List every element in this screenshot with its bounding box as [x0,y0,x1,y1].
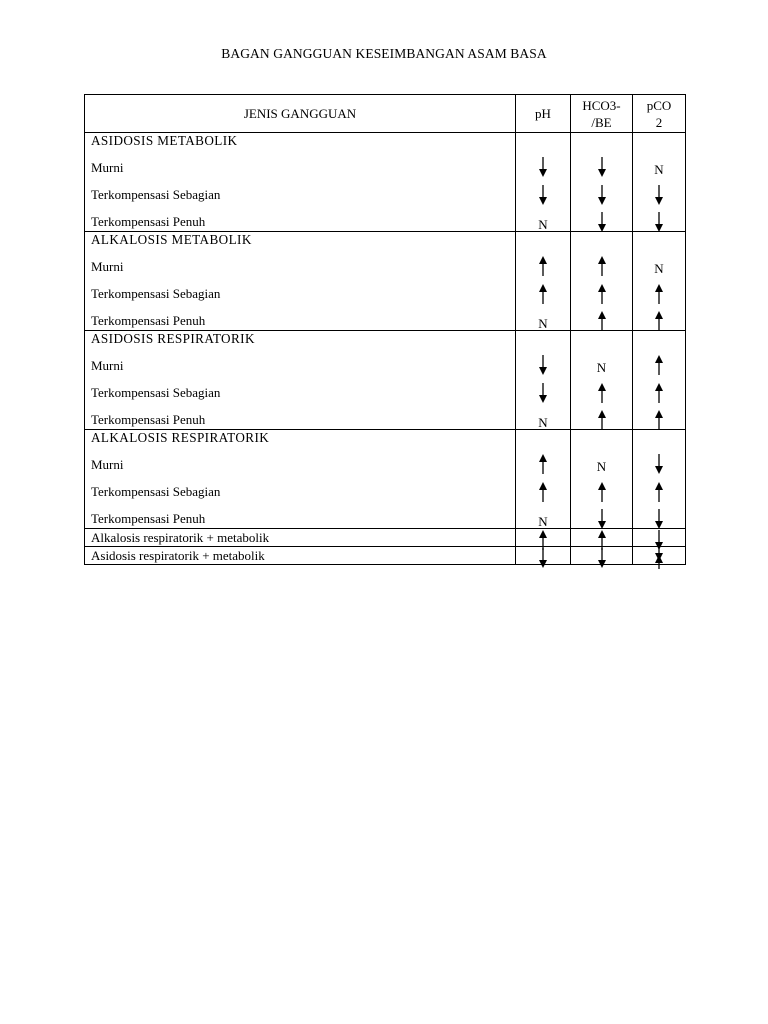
arrow-down-icon [537,184,549,206]
arrow-updown-icon [653,547,665,569]
arrow-up-icon [596,382,608,404]
arrow-down-icon [653,211,665,233]
arrow-down-icon [596,547,608,569]
header-jenis-gangguan: JENIS GANGGUAN [85,95,516,133]
header-hco3 [571,95,633,133]
pco2-cell [633,430,686,529]
combination-row [85,529,686,547]
arrow-down-icon [596,184,608,206]
arrow-down-icon [537,354,549,376]
arrow-up-icon [596,409,608,431]
arrow-up-icon [596,481,608,503]
arrow-down-icon [653,453,665,475]
hco3-cell [571,430,633,529]
ph-cell [516,232,571,331]
normal-value: N [538,415,548,430]
arrow-down-icon [596,508,608,530]
arrow-up-icon [537,481,549,503]
hco3-cell [571,133,633,232]
row-label: Terkompensasi Penuh [91,313,206,328]
row-label: Terkompensasi Penuh [91,412,206,427]
group-row [85,430,686,529]
header-pco2-line1: pCO [646,97,672,113]
arrow-up-icon [596,310,608,332]
combination-label: Asidosis respiratorik + metabolik [85,547,516,565]
ph-cell [516,430,571,529]
arrow-up-icon [653,409,665,431]
arrow-down-icon [537,547,549,569]
row-label: Terkompensasi Penuh [91,511,206,526]
arrow-down-icon [537,382,549,404]
header-row [85,95,686,133]
row-label: Terkompensasi Sebagian [91,385,221,400]
combination-row [85,547,686,565]
arrow-up-icon [653,310,665,332]
group-cell [85,133,516,232]
group-row [85,331,686,430]
arrow-up-icon [596,283,608,305]
arrow-up-icon [653,354,665,376]
header-ph: pH [516,95,571,133]
header-hco3-line1: HCO3- [582,97,621,113]
normal-value: N [538,514,548,529]
hco3-cell [571,529,633,547]
group-cell [85,430,516,529]
hco3-cell [571,547,633,565]
normal-value: N [538,217,548,232]
arrow-up-icon [537,453,549,475]
normal-value: N [538,316,548,331]
arrow-up-icon [537,283,549,305]
row-label: Terkompensasi Sebagian [91,187,221,202]
normal-value: N [654,261,664,276]
group-title: ALKALOSIS METABOLIK [91,232,252,247]
normal-value: N [596,459,607,474]
group-cell [85,232,516,331]
ph-cell [516,529,571,547]
ph-cell [516,133,571,232]
pco2-cell [633,133,686,232]
hco3-cell [571,232,633,331]
row-label: Murni [91,358,124,373]
group-title: ASIDOSIS METABOLIK [91,133,238,148]
row-label: Murni [91,457,124,472]
row-label: Murni [91,259,124,274]
arrow-down-icon [596,211,608,233]
group-row [85,232,686,331]
arrow-up-icon [537,255,549,277]
row-label: Terkompensasi Penuh [91,214,206,229]
acid-base-table [84,94,686,565]
pco2-cell [633,547,686,565]
normal-value: N [596,360,607,375]
group-row [85,133,686,232]
ph-cell [516,547,571,565]
arrow-up-icon [653,382,665,404]
arrow-down-icon [537,156,549,178]
group-cell [85,331,516,430]
header-pco2-line2: 2 [655,114,663,130]
arrow-down-icon [596,156,608,178]
pco2-cell [633,529,686,547]
group-title: ALKALOSIS RESPIRATORIK [91,430,270,445]
row-label: Terkompensasi Sebagian [91,286,221,301]
row-label: Terkompensasi Sebagian [91,484,221,499]
group-title: ASIDOSIS RESPIRATORIK [91,331,255,346]
pco2-cell [633,232,686,331]
normal-value: N [654,162,664,177]
header-pco2 [633,95,686,133]
arrow-up-icon [596,255,608,277]
page-title: BAGAN GANGGUAN KESEIMBANGAN ASAM BASA [221,46,547,61]
arrow-down-icon [653,508,665,530]
row-label: Murni [91,160,124,175]
arrow-down-icon [653,184,665,206]
ph-cell [516,331,571,430]
arrow-up-icon [653,481,665,503]
pco2-cell [633,331,686,430]
header-hco3-line2: /BE [591,114,612,130]
arrow-up-icon [653,283,665,305]
hco3-cell [571,331,633,430]
combination-label: Alkalosis respiratorik + metabolik [85,529,516,547]
